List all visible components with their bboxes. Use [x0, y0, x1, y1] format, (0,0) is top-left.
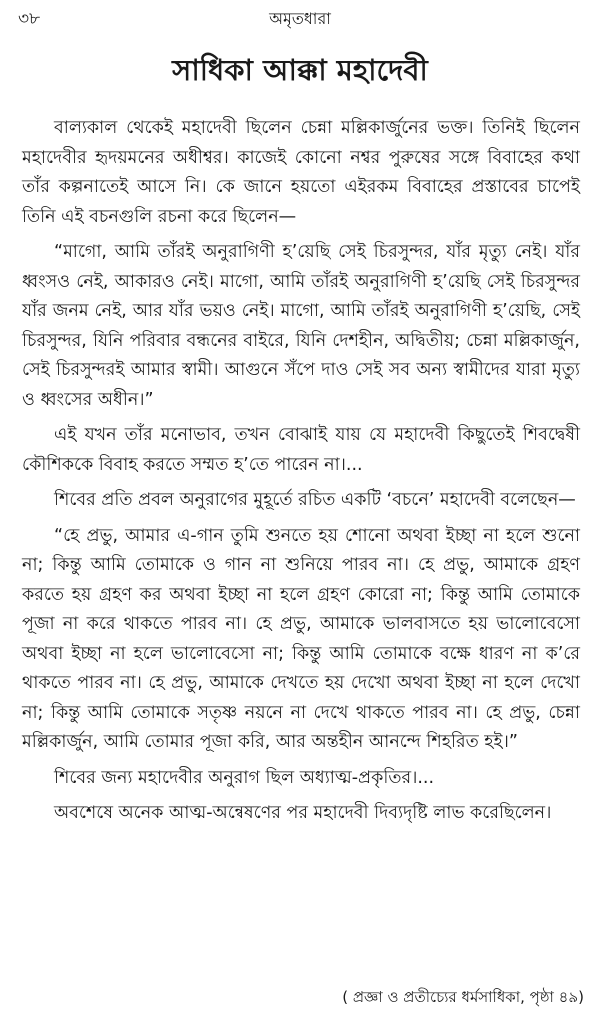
quote-vachana-1: “মাগো, আমি তাঁরই অনুরাগিণী হ’য়েছি সেই চিরসুন্দর, যাঁর মৃত্যু নেই। যাঁর ধ্বংসও নেই, আকারও নেই। মাগো, আমি তাঁরই অনুরাগিণী হ’য়েছি সেই চিরসুন্দর যাঁর জনম নেই, আর যাঁর ভয়ও নেই। মাগো, আমি তাঁরই অনুরাগিণী হ’য়েছি, সেই চিরসুন্দর, যিনি পরিবার বন্ধনের বাইরে, যিনি দেশহীন, অদ্বিতীয়; চেন্না মল্লিকার্জুন, সেই চিরসুন্দরই আমার স্বামী। আগুনে সঁপে দাও সেই সব অন্য স্বামীদের যারা মৃত্যু ও ধ্বংসের অধীন।”: [22, 242, 580, 410]
paragraph-resolve: এই যখন তাঁর মনোভাব, তখন বোঝাই যায় যে মহাদেবী কিছুতেই শিবদ্বেষী কৌশিককে বিবাহ করতে সম্মত হ’তে পারেন না।...: [22, 425, 580, 475]
page-number: ৩৮: [18, 9, 41, 29]
body-text: [22, 114, 580, 835]
paragraph-love-nature: শিবের জন্য মহাদেবীর অনুরাগ ছিল অধ্যাত্ম-প্রকৃতির।...: [54, 767, 435, 788]
running-header: [0, 6, 600, 32]
citation: ( প্রজ্ঞা ও প্রতীচ্যের ধর্মসাধিকা, পৃষ্ঠা ৪৯): [342, 988, 584, 1006]
chapter-title: সাধিকা আক্কা মহাদেবী: [172, 53, 428, 87]
book-title: অমৃতধারা: [269, 9, 331, 28]
quote-vachana-2: “হে প্রভু, আমার এ-গান তুমি শুনতে হয় শোনো অথবা ইচ্ছা না হলে শুনো না; কিন্তু আমি তোমাকে ও গান না শুনিয়ে পারব না। হে প্রভু, আমাকে গ্রহণ করতে হয় গ্রহণ কর অথবা ইচ্ছা না হলে গ্রহণ কোরো না; কিন্তু আমি তোমাকে পূজা না করে থাকতে পারব না। হে প্রভু, আমাকে ভালবাসতে হয় ভালোবেসো অথবা ইচ্ছা না হলে ভালোবেসো না; কিন্তু আমি তোমাকে বক্ষে ধারণ না ক’রে থাকতে পারব না। হে প্রভু, আমাকে দেখতে হয় দেখো অথবা ইচ্ছা না হলে দেখো না; কিন্তু আমি তোমাকে সতৃষ্ণ নয়নে না দেখে থাকতে পারব না। হে প্রভু, চেন্না মল্লিকার্জুন, আমি তোমার পূজা করি, আর অন্তহীন আনন্দে শিহরিত হই।”: [22, 525, 580, 752]
paragraph-vachana-intro: শিবের প্রতি প্রবল অনুরাগের মুহূর্তে রচিত একটি ‘বচনে’ মহাদেবী বলেছেন—: [54, 490, 576, 510]
paragraph-intro: বাল্যকাল থেকেই মহাদেবী ছিলেন চেন্না মল্লিকার্জুনের ভক্ত। তিনিই ছিলেন মহাদেবীর হৃদয়মনের অধীশ্বর। কাজেই কোনো নশ্বর পুরুষের সঙ্গে বিবাহের কথা তাঁর কল্পনাতেই আসে নি। কে জানে হয়তো এইরকম বিবাহের প্রস্তাবের চাপেই তিনি এই বচনগুলি রচনা করে ছিলেন—: [22, 118, 580, 227]
paragraph-conclusion: অবশেষে অনেক আত্ম-অন্বেষণের পর মহাদেবী দিব্যদৃষ্টি লাভ করেছিলেন।: [54, 803, 552, 823]
